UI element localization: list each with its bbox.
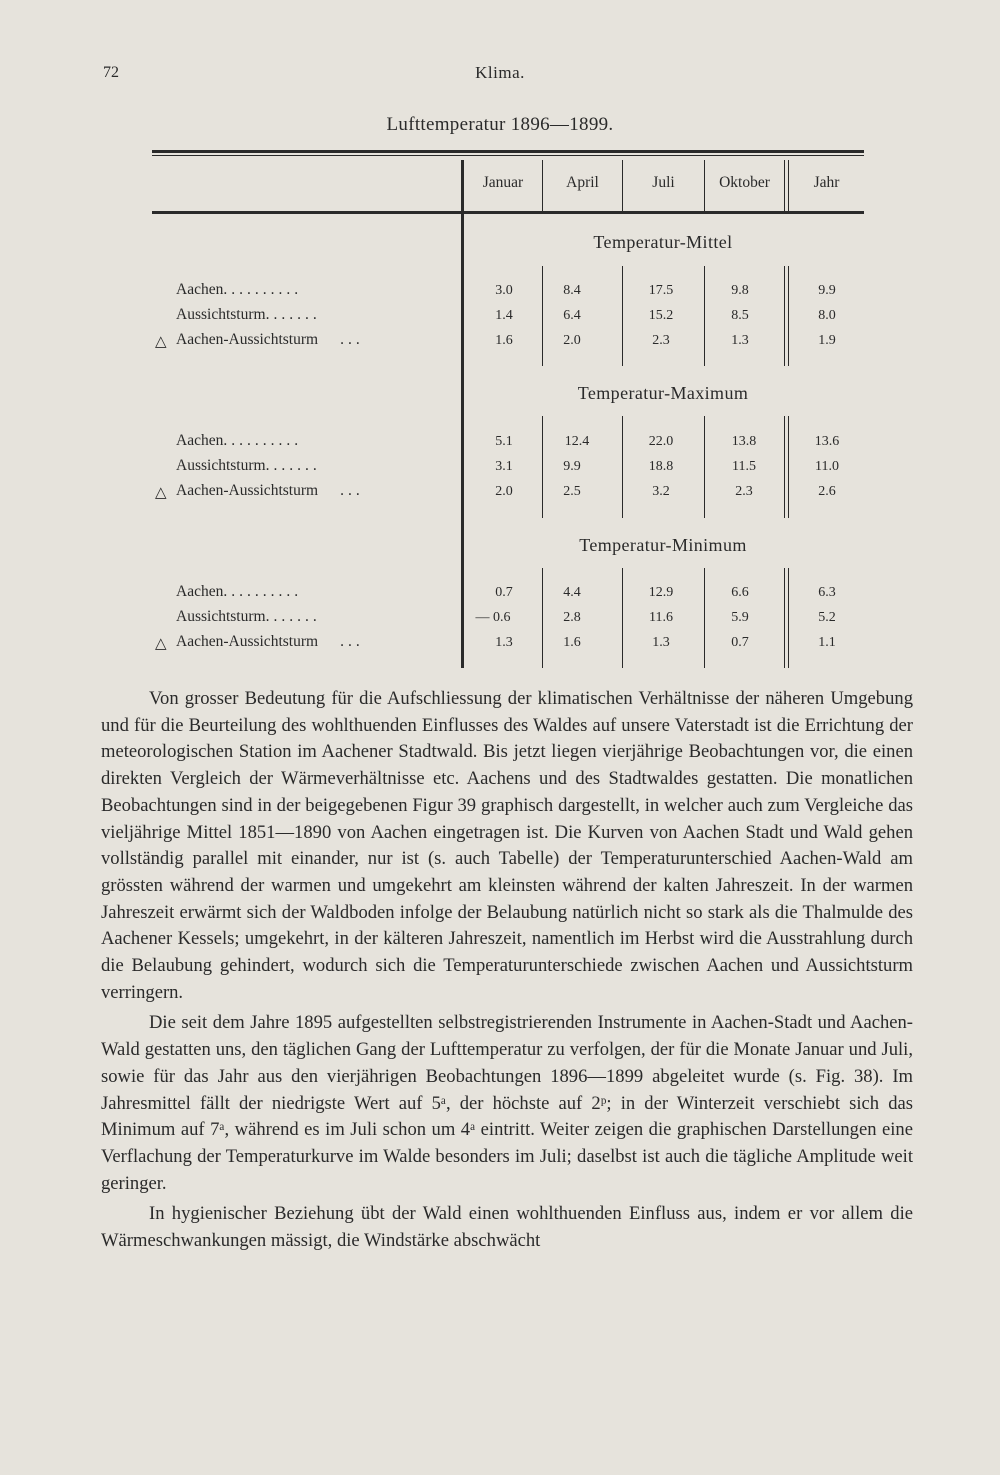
table-cell: 1.3	[731, 333, 749, 348]
section-col-sep	[622, 568, 623, 668]
row-label: Aussichtsturm.......	[176, 608, 321, 625]
table-top-rule	[152, 150, 864, 153]
row-label: Aachen..........	[176, 583, 303, 600]
section-col-sep	[704, 416, 705, 518]
table-cell: 1.6	[563, 635, 581, 650]
section-col-sep	[784, 568, 785, 668]
table-cell: 18.8	[648, 459, 674, 474]
running-title: Klima.	[475, 63, 525, 82]
body-text	[101, 686, 913, 1255]
section-title-mittel: Temperatur-Mittel	[593, 232, 733, 252]
table-cell: 12.9	[648, 585, 674, 600]
table-cell: — 0.6	[475, 610, 511, 625]
table-cell: 5.9	[731, 610, 749, 625]
table-cell: 2.6	[818, 484, 836, 499]
row-label: Aachen..........	[176, 281, 303, 298]
col-header-januar: Januar	[482, 174, 524, 191]
table-cell: 8.5	[731, 308, 749, 323]
table-cell: 12.4	[564, 434, 590, 449]
table-top-rule-thin	[152, 155, 864, 156]
table-cell: 2.3	[735, 484, 753, 499]
section-col-sep	[788, 568, 789, 668]
row-label: Aussichtsturm.......	[176, 306, 321, 323]
table-cell: 13.8	[731, 434, 757, 449]
header-col-sep	[784, 160, 785, 211]
col-header-juli: Juli	[652, 174, 675, 191]
section-col-sep	[704, 266, 705, 366]
table-header-rule	[152, 211, 864, 214]
table-cell: 15.2	[648, 308, 674, 323]
table-cell: 1.1	[818, 635, 836, 650]
table-cell: 0.7	[495, 585, 513, 600]
table-cell: 6.3	[818, 585, 836, 600]
row-label: Aachen-Aussichtsturm ...	[176, 331, 364, 348]
row-label: Aachen-Aussichtsturm ...	[176, 482, 364, 499]
table-cell: 11.6	[649, 610, 673, 625]
table-cell: 2.0	[495, 484, 513, 499]
section-title-maximum: Temperatur-Maximum	[577, 383, 749, 403]
table-cell: 1.4	[495, 308, 513, 323]
section-col-sep	[788, 266, 789, 366]
paragraph: Von grosser Bedeutung für die Aufschliessung der klimatischen Verhältnisse der näheren Umgebung und für die Beurteilung des wohlthuenden Einflusses des Waldes auf unsere Vaterstadt ist die Errichtung der meteorologischen Station im Aachener Stadtwald. Bis jetzt liegen vierjährige Beobachtungen vor, die einen direkten Vergleich der Wärmeverhältnisse etc. Aachens und des Stadtwaldes gestatten. Die monatlichen Beobachtungen sind in der beigegebenen Figur 39 graphisch dargestellt, in welcher auch zum Vergleiche das vieljährige Mittel 1851—1890 von Aachen eingetragen ist. Die Kurven von Aachen Stadt und Wald gehen vollständig parallel mit einander, nur ist (s. auch Tabelle) der Temperaturunterschied Aachen-Wald am grössten während der warmen und umgekehrt am kleinsten während der kalten Jahreszeit. In der warmen Jahreszeit erwärmt sich der Waldboden infolge der Belaubung natürlich nicht so stark als die Thalmulde des Aachener Kessels; umgekehrt, in der kälteren Jahreszeit, namentlich im Herbst wird die Ausstrahlung durch die Belaubung gehindert, wodurch sich die Temperaturunterschiede zwischen Aachen und Aussichtsturm verringern.	[101, 688, 913, 1003]
table-cell: 5.1	[495, 434, 513, 449]
table-cell: 11.0	[815, 459, 839, 474]
section-col-sep	[784, 266, 785, 366]
table-cell: 4.4	[563, 585, 581, 600]
table-cell: 6.4	[563, 308, 581, 323]
table-cell: 11.5	[732, 459, 756, 474]
row-label: Aussichtsturm.......	[176, 457, 321, 474]
table-cell: 1.6	[495, 333, 513, 348]
row-label: Aachen-Aussichtsturm ...	[176, 633, 364, 650]
triangle-marker: △	[155, 334, 167, 350]
section-col-sep	[704, 568, 705, 668]
table-cell: 9.8	[731, 283, 749, 298]
paragraph: Die seit dem Jahre 1895 aufgestellten selbstregistrierenden Instrumente in Aachen-Stadt und Aachen-Wald gestatten uns, den täglichen Gang der Lufttemperatur zu verfolgen, der für die Monate Januar und Juli, sowie für das Jahr aus den vierjährigen Beobachtungen 1896—1899 abgeleitet wurde (s. Fig. 38). Im Jahresmittel fällt der niedrigste Wert auf 5ᵃ, der höchste auf 2ᵖ; in der Winterzeit verschiebt sich das Minimum auf 7ᵃ, während es im Juli schon um 4ᵃ eintritt. Weiter zeigen die graphischen Darstellungen eine Verflachung der Temperaturkurve im Walde besonders im Juli; daselbst ist auch die tägliche Amplitude weit geringer.	[101, 1012, 913, 1194]
table-cell: 1.3	[652, 635, 670, 650]
paragraph: In hygienischer Beziehung übt der Wald einen wohlthuenden Einfluss aus, indem er vor allem die Wärmeschwankungen mässigt, die Windstärke abschwächt	[101, 1203, 913, 1252]
table-cell: 5.2	[818, 610, 836, 625]
table-cell: 2.8	[563, 610, 581, 625]
table-cell: 8.4	[563, 283, 581, 298]
table-cell: 0.7	[731, 635, 749, 650]
table-cell: 2.0	[563, 333, 581, 348]
table-cell: 9.9	[563, 459, 581, 474]
row-label: Aachen..........	[176, 432, 303, 449]
section-col-sep	[784, 416, 785, 518]
col-header-oktober: Oktober	[719, 174, 770, 191]
table-cell: 8.0	[818, 308, 836, 323]
table-cell: 9.9	[818, 283, 836, 298]
col-header-april: April	[566, 174, 599, 191]
section-col-sep	[622, 416, 623, 518]
table-cell: 3.0	[495, 283, 513, 298]
table-cell: 17.5	[648, 283, 674, 298]
section-title-minimum: Temperatur-Minimum	[579, 535, 747, 555]
table-cell: 3.2	[652, 484, 670, 499]
table-cell: 2.5	[563, 484, 581, 499]
table-cell: 2.3	[652, 333, 670, 348]
table-cell: 1.9	[818, 333, 836, 348]
section-col-sep	[788, 416, 789, 518]
section-col-sep	[622, 266, 623, 366]
table-cell: 1.3	[495, 635, 513, 650]
table-cell: 22.0	[648, 434, 674, 449]
triangle-marker: △	[155, 636, 167, 652]
triangle-marker: △	[155, 485, 167, 501]
page-number: 72	[103, 64, 119, 81]
table-title: Lufttemperatur 1896—1899.	[386, 114, 614, 135]
table-cell: 13.6	[814, 434, 840, 449]
table-cell: 6.6	[731, 585, 749, 600]
col-header-jahr: Jahr	[813, 174, 840, 191]
table-cell: 3.1	[495, 459, 513, 474]
